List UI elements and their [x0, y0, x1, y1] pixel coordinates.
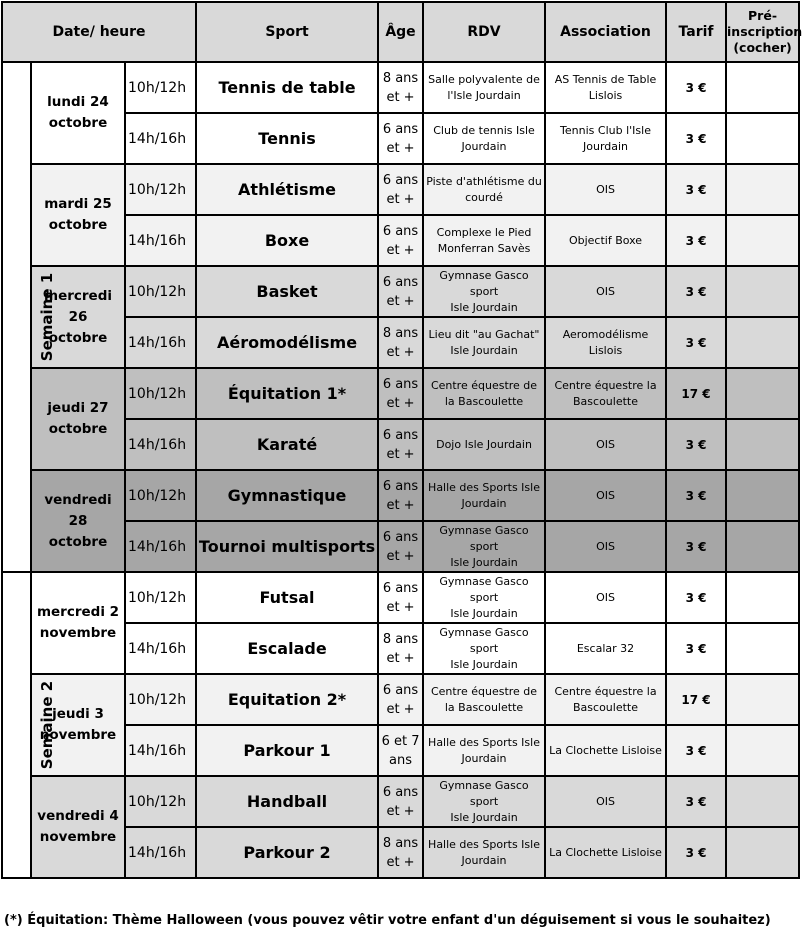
- age-line2: et +: [386, 293, 415, 309]
- rdv-line2: courdé: [465, 190, 503, 204]
- meeting-place: [423, 470, 545, 521]
- preinscription-checkbox[interactable]: [726, 572, 799, 623]
- age-line1: 6 ans: [382, 427, 419, 443]
- association-name: [545, 368, 666, 419]
- rdv-line2: Monferran Savès: [437, 241, 531, 255]
- association-name: [545, 62, 666, 113]
- preinscription-checkbox[interactable]: [726, 419, 799, 470]
- header-pre-line3: (cocher): [733, 40, 792, 55]
- time-slot: 14h/16h: [125, 827, 196, 878]
- price: 3 €: [666, 572, 726, 623]
- age-line2: et +: [386, 701, 415, 717]
- age-line1: 6 ans: [382, 172, 419, 188]
- week-label-text: Semaine 1: [38, 272, 57, 362]
- time-slot: 10h/12h: [125, 368, 196, 419]
- day-label: [31, 62, 125, 164]
- association-name: [545, 827, 666, 878]
- preinscription-checkbox[interactable]: [726, 827, 799, 878]
- age-line2: et +: [386, 548, 415, 564]
- time-slot: 14h/16h: [125, 419, 196, 470]
- preinscription-checkbox[interactable]: [726, 776, 799, 827]
- rdv-line1: Halle des Sports Isle: [428, 480, 540, 494]
- meeting-place: [423, 521, 545, 572]
- association-line1: OIS: [596, 488, 615, 502]
- day-label-line2: novembre: [39, 727, 117, 743]
- age-range: [378, 368, 423, 419]
- association-name: [545, 419, 666, 470]
- header-pre-line1: Pré-: [748, 8, 778, 23]
- association-line2: Bascoulette: [573, 700, 639, 714]
- rdv-line1: Lieu dit "au Gachat": [428, 327, 540, 341]
- age-line2: et +: [386, 89, 415, 105]
- day-label: [31, 572, 125, 674]
- age-line1: 8 ans: [382, 835, 419, 851]
- age-range: [378, 266, 423, 317]
- preinscription-checkbox[interactable]: [726, 317, 799, 368]
- week-label-text: Semaine 2: [38, 680, 57, 770]
- meeting-place: [423, 725, 545, 776]
- age-range: [378, 470, 423, 521]
- preinscription-checkbox[interactable]: [726, 623, 799, 674]
- preinscription-checkbox[interactable]: [726, 113, 799, 164]
- time-slot: 14h/16h: [125, 317, 196, 368]
- age-range: [378, 419, 423, 470]
- sport-name: Boxe: [196, 215, 378, 266]
- rdv-line2: Isle Jourdain: [450, 606, 518, 620]
- day-label-line2: novembre: [39, 625, 117, 641]
- association-line1: Centre équestre la: [554, 684, 657, 698]
- association-name: [545, 113, 666, 164]
- meeting-place: [423, 368, 545, 419]
- age-line1: 6 ans: [382, 274, 419, 290]
- rdv-line2: la Bascoulette: [444, 700, 524, 714]
- association-name: [545, 470, 666, 521]
- age-range: [378, 725, 423, 776]
- age-range: [378, 623, 423, 674]
- preinscription-checkbox[interactable]: [726, 266, 799, 317]
- rdv-line1: Centre équestre de: [430, 684, 538, 698]
- age-line1: 6 ans: [382, 376, 419, 392]
- association-name: [545, 725, 666, 776]
- sport-name: Aéromodélisme: [196, 317, 378, 368]
- rdv-line1: Complexe le Pied: [436, 225, 532, 239]
- age-line2: et +: [386, 446, 415, 462]
- time-slot: 14h/16h: [125, 725, 196, 776]
- preinscription-checkbox[interactable]: [726, 215, 799, 266]
- day-label-line1: mardi 25: [44, 196, 112, 212]
- sport-name: Escalade: [196, 623, 378, 674]
- age-line1: 8 ans: [382, 70, 419, 86]
- day-label-line2: octobre: [48, 533, 108, 550]
- day-label-line1: lundi 24: [47, 94, 109, 110]
- association-name: [545, 623, 666, 674]
- rdv-line2: Isle Jourdain: [450, 343, 518, 357]
- association-line1: OIS: [596, 590, 615, 604]
- age-range: [378, 215, 423, 266]
- price: 3 €: [666, 827, 726, 878]
- time-slot: 14h/16h: [125, 623, 196, 674]
- association-line2: Bascoulette: [573, 394, 639, 408]
- age-line1: 8 ans: [382, 631, 419, 647]
- age-line1: 6 ans: [382, 682, 419, 698]
- sport-name: Equitation 2*: [196, 674, 378, 725]
- age-range: [378, 113, 423, 164]
- association-name: [545, 674, 666, 725]
- association-name: [545, 521, 666, 572]
- meeting-place: [423, 623, 545, 674]
- table-row: [2, 368, 799, 419]
- association-name: [545, 266, 666, 317]
- preinscription-checkbox[interactable]: [726, 521, 799, 572]
- age-line2: et +: [386, 344, 415, 360]
- time-slot: 10h/12h: [125, 572, 196, 623]
- rdv-line2: Isle Jourdain: [450, 657, 518, 671]
- preinscription-checkbox[interactable]: [726, 164, 799, 215]
- meeting-place: [423, 776, 545, 827]
- time-slot: 10h/12h: [125, 266, 196, 317]
- age-line1: 6 ans: [382, 478, 419, 494]
- meeting-place: [423, 62, 545, 113]
- price: 3 €: [666, 776, 726, 827]
- time-slot: 10h/12h: [125, 674, 196, 725]
- table-row: [2, 470, 799, 521]
- rdv-line1: Centre équestre de: [430, 378, 538, 392]
- rdv-line1: Club de tennis Isle: [433, 123, 535, 137]
- rdv-line2: la Bascoulette: [444, 394, 524, 408]
- rdv-line1: Halle des Sports Isle: [428, 735, 540, 749]
- week-label: [2, 572, 57, 878]
- age-range: [378, 776, 423, 827]
- association-line1: OIS: [596, 539, 615, 553]
- association-name: [545, 164, 666, 215]
- rdv-line1: Salle polyvalente de: [428, 72, 540, 86]
- association-line1: Aeromodélisme: [562, 327, 649, 341]
- table-row: [2, 266, 799, 317]
- price: 3 €: [666, 725, 726, 776]
- time-slot: 10h/12h: [125, 62, 196, 113]
- age-line1: 6 ans: [382, 121, 419, 137]
- day-label: [31, 164, 125, 266]
- association-line2: Lislois: [588, 343, 623, 357]
- association-line1: Centre équestre la: [554, 378, 657, 392]
- sport-name: Basket: [196, 266, 378, 317]
- day-label: [31, 776, 125, 878]
- header-age: Âge: [378, 2, 423, 62]
- association-line1: OIS: [596, 794, 615, 808]
- rdv-line1: Gymnase Gasco sport: [439, 268, 529, 298]
- price: 3 €: [666, 215, 726, 266]
- header-rdv: RDV: [423, 2, 545, 62]
- preinscription-checkbox[interactable]: [726, 470, 799, 521]
- rdv-line2: Isle Jourdain: [450, 810, 518, 824]
- age-range: [378, 827, 423, 878]
- age-line2: et +: [386, 395, 415, 411]
- preinscription-checkbox[interactable]: [726, 62, 799, 113]
- price: 17 €: [666, 368, 726, 419]
- table-row: [2, 164, 799, 215]
- association-line1: OIS: [596, 284, 615, 298]
- age-line2: et +: [386, 497, 415, 513]
- age-line2: et +: [386, 140, 415, 156]
- age-line2: ans: [389, 752, 412, 768]
- price: 3 €: [666, 521, 726, 572]
- age-line1: 6 ans: [382, 529, 419, 545]
- sport-name: Tennis: [196, 113, 378, 164]
- header-association: Association: [545, 2, 666, 62]
- header-row: [2, 2, 799, 62]
- rdv-line2: Isle Jourdain: [450, 300, 518, 314]
- day-label-line1: jeudi 27: [47, 400, 109, 416]
- price: 3 €: [666, 266, 726, 317]
- age-line1: 8 ans: [382, 325, 419, 341]
- header-sport: Sport: [196, 2, 378, 62]
- rdv-line2: l'Isle Jourdain: [447, 88, 521, 102]
- rdv-line1: Halle des Sports Isle: [428, 837, 540, 851]
- age-range: [378, 164, 423, 215]
- price: 3 €: [666, 317, 726, 368]
- age-range: [378, 521, 423, 572]
- header-preinscription: [726, 2, 802, 62]
- day-label-line2: octobre: [48, 329, 108, 346]
- sport-name: Tournoi multisports: [196, 521, 378, 572]
- association-line2: Lislois: [588, 88, 623, 102]
- footnote: (*) Équitation: Thème Halloween (vous pouvez vêtir votre enfant d'un déguisement si vous le souhaitez): [4, 913, 771, 928]
- sport-name: Gymnastique: [196, 470, 378, 521]
- meeting-place: [423, 113, 545, 164]
- meeting-place: [423, 419, 545, 470]
- time-slot: 10h/12h: [125, 776, 196, 827]
- time-slot: 14h/16h: [125, 113, 196, 164]
- header-pre-line2: inscription: [727, 24, 802, 39]
- time-slot: 14h/16h: [125, 215, 196, 266]
- association-line1: La Clochette Lisloise: [549, 743, 662, 757]
- rdv-line2: Jourdain: [461, 853, 507, 867]
- association-line1: Escalar 32: [576, 641, 635, 655]
- age-line2: et +: [386, 854, 415, 870]
- price: 17 €: [666, 674, 726, 725]
- day-label-line2: octobre: [48, 115, 108, 131]
- age-range: [378, 62, 423, 113]
- table-row: [2, 62, 799, 113]
- age-range: [378, 674, 423, 725]
- age-line2: et +: [386, 803, 415, 819]
- price: 3 €: [666, 623, 726, 674]
- age-line2: et +: [386, 650, 415, 666]
- association-line1: Objectif Boxe: [568, 233, 643, 247]
- age-line2: et +: [386, 242, 415, 258]
- age-line1: 6 ans: [382, 223, 419, 239]
- age-line1: 6 et 7: [381, 733, 420, 749]
- association-name: [545, 776, 666, 827]
- age-range: [378, 317, 423, 368]
- day-label: [31, 368, 125, 470]
- day-label-line1: vendredi 4: [37, 808, 119, 824]
- week-label: [2, 62, 57, 572]
- rdv-line1: Piste d'athlétisme du: [426, 174, 542, 188]
- association-name: [545, 572, 666, 623]
- meeting-place: [423, 572, 545, 623]
- association-line1: Tennis Club l'Isle: [560, 123, 651, 137]
- sport-name: Tennis de table: [196, 62, 378, 113]
- day-label-line2: octobre: [48, 421, 108, 437]
- time-slot: 10h/12h: [125, 164, 196, 215]
- time-slot: 10h/12h: [125, 470, 196, 521]
- preinscription-checkbox[interactable]: [726, 368, 799, 419]
- price: 3 €: [666, 164, 726, 215]
- age-line1: 6 ans: [382, 784, 419, 800]
- sport-name: Karaté: [196, 419, 378, 470]
- day-label: [31, 470, 125, 572]
- rdv-line1: Gymnase Gasco sport: [439, 625, 529, 655]
- sport-name: Athlétisme: [196, 164, 378, 215]
- age-line2: et +: [386, 191, 415, 207]
- day-label-line2: novembre: [39, 829, 117, 845]
- table-row: [2, 776, 799, 827]
- meeting-place: [423, 317, 545, 368]
- rdv-line2: Jourdain: [461, 139, 507, 153]
- sport-name: Parkour 2: [196, 827, 378, 878]
- association-line1: OIS: [596, 182, 615, 196]
- rdv-line1: Gymnase Gasco sport: [439, 574, 529, 604]
- rdv-line1: Gymnase Gasco sport: [439, 778, 529, 808]
- table-row: [2, 674, 799, 725]
- day-label-line2: octobre: [48, 217, 108, 233]
- price: 3 €: [666, 62, 726, 113]
- association-line1: OIS: [596, 437, 615, 451]
- day-label-line1: jeudi 3: [52, 706, 104, 722]
- preinscription-checkbox[interactable]: [726, 725, 799, 776]
- price: 3 €: [666, 470, 726, 521]
- time-slot: 14h/16h: [125, 521, 196, 572]
- association-line2: Jourdain: [583, 139, 629, 153]
- rdv-line1: Dojo Isle Jourdain: [436, 437, 532, 451]
- rdv-line2: Jourdain: [461, 751, 507, 765]
- age-line1: 6 ans: [382, 580, 419, 596]
- header-date: Date/ heure: [2, 2, 196, 62]
- association-name: [545, 317, 666, 368]
- meeting-place: [423, 827, 545, 878]
- sport-name: Équitation 1*: [196, 368, 378, 419]
- association-line1: La Clochette Lisloise: [549, 845, 662, 859]
- header-tarif: Tarif: [666, 2, 726, 62]
- sport-name: Handball: [196, 776, 378, 827]
- association-name: [545, 215, 666, 266]
- rdv-line2: Jourdain: [461, 496, 507, 510]
- sport-name: Parkour 1: [196, 725, 378, 776]
- meeting-place: [423, 266, 545, 317]
- age-range: [378, 572, 423, 623]
- schedule-table: [1, 1, 800, 879]
- meeting-place: [423, 164, 545, 215]
- price: 3 €: [666, 419, 726, 470]
- sport-name: Futsal: [196, 572, 378, 623]
- preinscription-checkbox[interactable]: [726, 674, 799, 725]
- day-label-line1: mercredi 2: [36, 604, 120, 620]
- table-row: [2, 572, 799, 623]
- price: 3 €: [666, 113, 726, 164]
- day-label-line1: mercredi 26: [44, 287, 112, 325]
- rdv-line2: Isle Jourdain: [450, 555, 518, 569]
- day-label-line1: vendredi 28: [44, 491, 112, 529]
- meeting-place: [423, 674, 545, 725]
- association-line1: AS Tennis de Table: [554, 72, 657, 86]
- rdv-line1: Gymnase Gasco sport: [439, 523, 529, 553]
- age-line2: et +: [386, 599, 415, 615]
- meeting-place: [423, 215, 545, 266]
